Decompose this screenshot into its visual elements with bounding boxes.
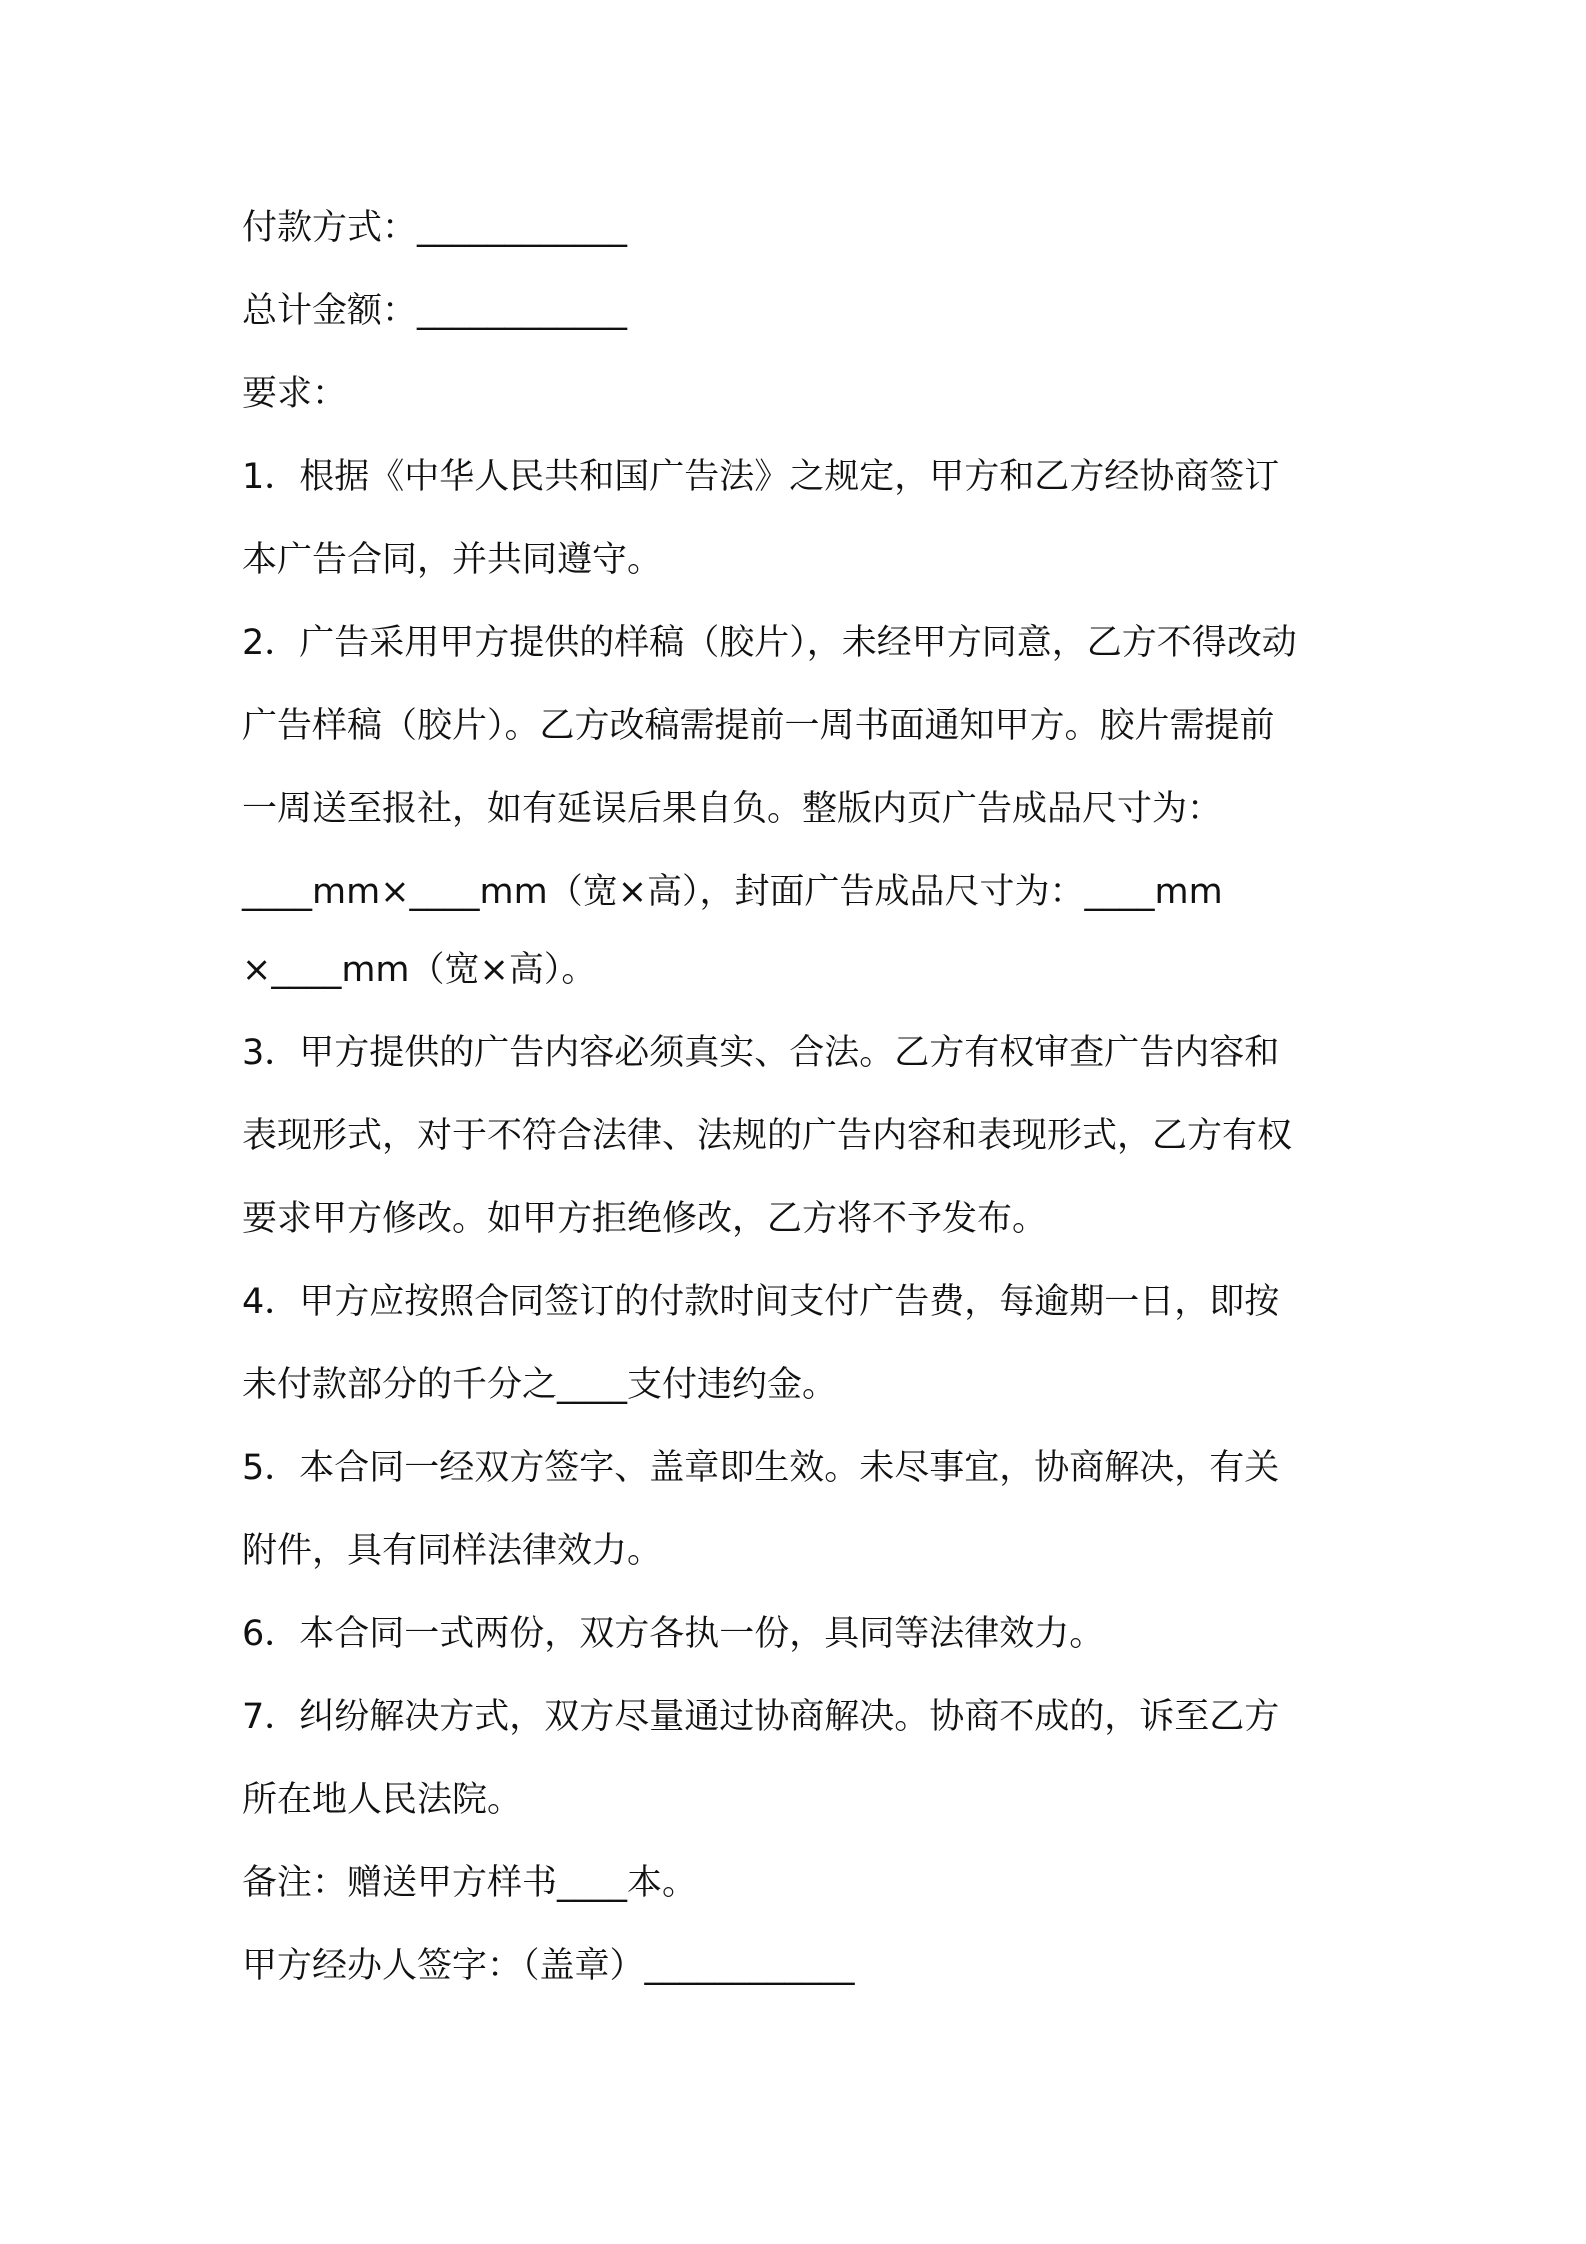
clause-5-line-2: 附件，具有同样法律效力。	[242, 1531, 663, 1571]
clause-6-line-1: 6．本合同一式两份，双方各执一份，具同等法律效力。	[242, 1614, 1105, 1654]
clause-3-line-1: 3．甲方提供的广告内容必须真实、合法。乙方有权审查广告内容和	[242, 1033, 1280, 1073]
clause-2-line-2: 广告样稿（胶片）。乙方改稿需提前一周书面通知甲方。胶片需提前	[242, 706, 1275, 746]
clause-3-line-3: 要求甲方修改。如甲方拒绝修改，乙方将不予发布。	[242, 1199, 1048, 1239]
party-a-signature-line: 甲方经办人签字：（盖章）____________	[242, 1946, 855, 1986]
clause-4-line-2: 未付款部分的千分之____支付违约金。	[242, 1365, 838, 1405]
clause-7-line-2: 所在地人民法院。	[242, 1780, 523, 1820]
total-amount-line: 总计金额：____________	[242, 291, 628, 331]
clause-2-line-1: 2．广告采用甲方提供的样稿（胶片），未经甲方同意，乙方不得改动	[242, 623, 1297, 663]
remarks-line: 备注：赠送甲方样书____本。	[242, 1863, 698, 1903]
requirements-heading: 要求：	[242, 374, 348, 414]
clause-5-line-1: 5．本合同一经双方签字、盖章即生效。未尽事宜，协商解决，有关	[242, 1448, 1280, 1488]
clause-1-line-1: 1．根据《中华人民共和国广告法》之规定，甲方和乙方经协商签订	[242, 457, 1280, 497]
clause-2-line-3: 一周送至报社，如有延误后果自负。整版内页广告成品尺寸为：	[242, 789, 1223, 829]
clause-2-line-4: ____mm×____mm（宽×高），封面广告成品尺寸为：____mm	[242, 872, 1223, 912]
payment-method-line: 付款方式：____________	[242, 208, 628, 248]
clause-3-line-2: 表现形式，对于不符合法律、法规的广告内容和表现形式，乙方有权	[242, 1116, 1293, 1156]
clause-2-line-5: ×____mm（宽×高）。	[242, 950, 597, 990]
clause-4-line-1: 4．甲方应按照合同签订的付款时间支付广告费，每逾期一日，即按	[242, 1282, 1280, 1322]
clause-7-line-1: 7．纠纷解决方式，双方尽量通过协商解决。协商不成的，诉至乙方	[242, 1697, 1280, 1737]
document-body	[242, 203, 1362, 2024]
clause-1-line-2: 本广告合同，并共同遵守。	[242, 540, 663, 580]
